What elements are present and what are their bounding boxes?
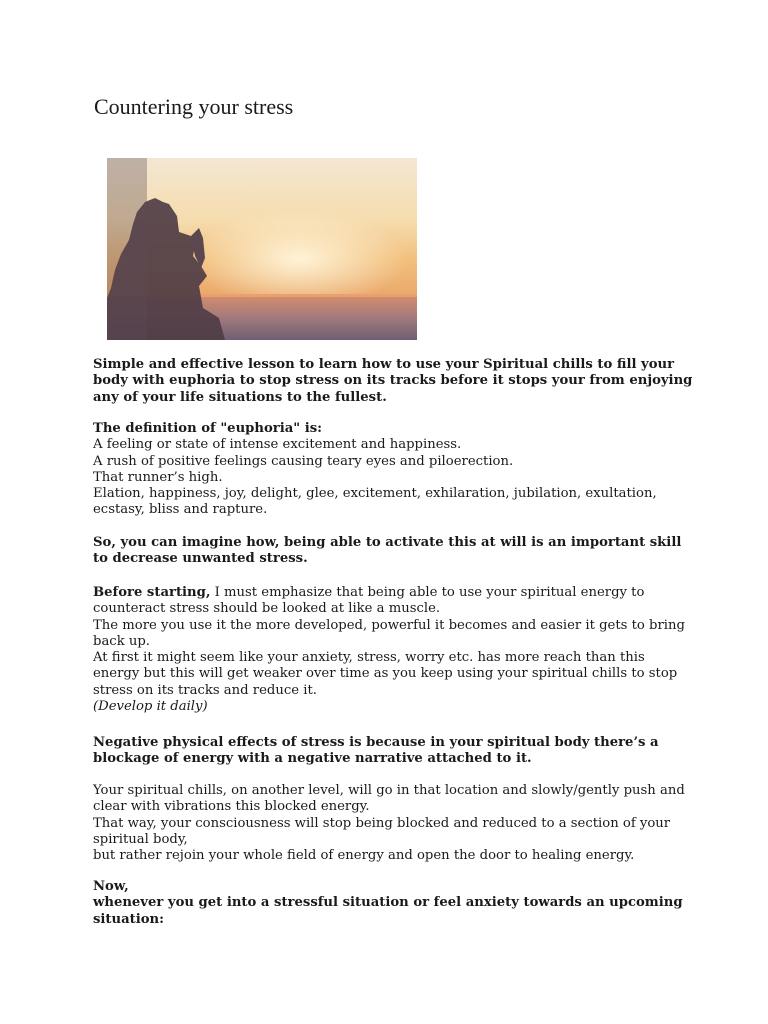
intro-paragraph (93, 357, 693, 406)
chills-line: but rather rejoin your whole field of energy and open the door to healing energy. (93, 848, 635, 864)
before-starting-section (93, 585, 693, 715)
now-heading: Now, (93, 879, 129, 894)
before-line: At first it might seem like your anxiety, stress, worry etc. has more reach than this energy but this will get weaker over time as you keep using your spiritual chills to stop stress on its tracks and reduce it. (93, 650, 678, 698)
now-text: whenever you get into a stressful situation or feel anxiety towards an upcoming situation: (93, 895, 683, 927)
before-starting-text: I must emphasize that being able to use your spiritual energy to counteract stress should be looked at like a muscle. (93, 585, 645, 617)
before-line: The more you use it the more developed, powerful it becomes and easier it gets to bring back up. (93, 617, 685, 649)
summary-paragraph (93, 535, 693, 568)
page-title: Countering your stress (94, 94, 294, 119)
definition-line: A feeling or state of intense excitement and happiness. (93, 437, 462, 453)
definition-line: Elation, happiness, joy, delight, glee, excitement, exhilaration, jubilation, exultation, ecstasy, bliss and rapture. (93, 486, 657, 518)
definition-section (93, 421, 693, 519)
intro-text: Simple and effective lesson to learn how to use your Spiritual chills to fill your body with euphoria to stop stress on its tracks before it stops your from enjoying any of your life situations to the fullest. (93, 357, 693, 405)
before-starting-paragraph (93, 585, 693, 618)
chills-line: Your spiritual chills, on another level, will go in that location and slowly/gently push and clear with vibrations this blocked energy. (93, 783, 685, 815)
negative-effects-text: Negative physical effects of stress is because in your spiritual body there’s a blockage of energy with a negative narrative attached to it. (93, 735, 659, 767)
definition-heading: The definition of "euphoria" is: (93, 421, 323, 436)
summary-text: So, you can imagine how, being able to activate this at will is an important skill to decrease unwanted stress. (93, 535, 682, 567)
chills-line: That way, your consciousness will stop being blocked and reduced to a section of your spiritual body, (93, 815, 671, 847)
definition-line: A rush of positive feelings causing teary eyes and piloerection. (93, 453, 514, 469)
sunset-photo-graphic (107, 158, 417, 340)
spiritual-chills-section (93, 783, 693, 864)
definition-line: That runner’s high. (93, 469, 223, 485)
before-starting-lead: Before starting, (93, 585, 211, 600)
negative-effects-paragraph (93, 735, 693, 768)
develop-daily-note: (Develop it daily) (93, 699, 208, 715)
now-section (93, 879, 693, 928)
praying-silhouette-image (107, 158, 417, 340)
